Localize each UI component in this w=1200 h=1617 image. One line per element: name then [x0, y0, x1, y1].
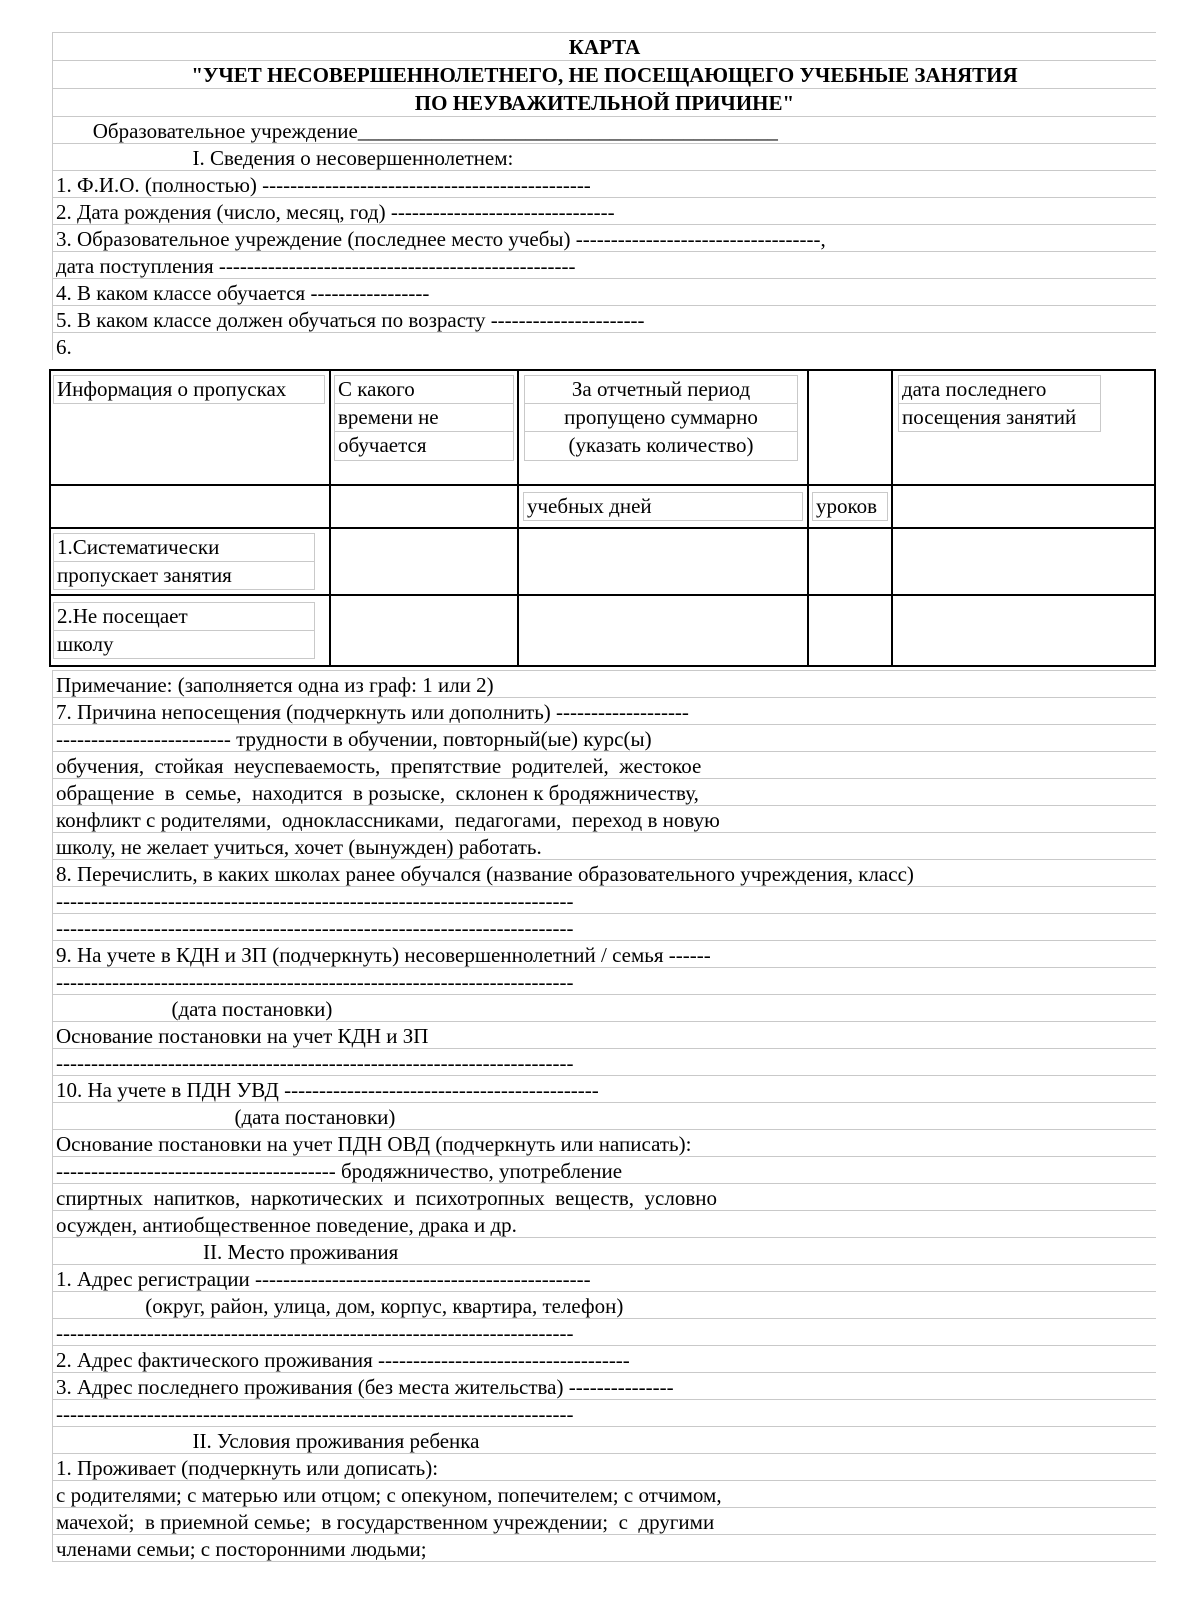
- pdn-basis-line-3: осужден, антиобщественное поведение, драка и др.: [52, 1210, 1156, 1238]
- note-line: Примечание: (заполняется одна из граф: 1 или 2): [52, 670, 1156, 698]
- section-1-title: I. Сведения о несовершеннолетнем:: [52, 143, 1156, 171]
- reason-line-5: конфликт с родителями, одноклассниками, педагогами, переход в новую: [52, 805, 1156, 833]
- kdn-basis-label: Основание постановки на учет КДН и ЗП: [52, 1021, 1156, 1049]
- field-birth-date: 2. Дата рождения (число, месяц, год) --------------------------------: [52, 197, 1156, 225]
- prev-schools-label: 8. Перечислить, в каких школах ранее обучался (название образовательного учреждения, класс): [52, 859, 1156, 887]
- reason-line-1: 7. Причина непосещения (подчеркнуть или дополнить) -------------------: [52, 697, 1156, 725]
- reg-address-label: 1. Адрес регистрации ------------------------------------------------: [52, 1264, 1156, 1292]
- lives-with-line-1: с родителями; с матерью или отцом; с опекуном, попечителем; с отчимом,: [52, 1480, 1156, 1508]
- pdn-basis-line-1: ---------------------------------------- бродяжничество, употребление: [52, 1156, 1156, 1184]
- subheader-lessons: уроков: [812, 492, 888, 521]
- reason-line-6: школу, не желает учиться, хочет (вынужден) работать.: [52, 832, 1156, 860]
- col-since-header: С какого времени не обучается: [334, 375, 514, 461]
- kdn-blank: --------------------------------------------------------------------------: [52, 967, 1156, 995]
- kdn-basis-blank: --------------------------------------------------------------------------: [52, 1048, 1156, 1076]
- doc-subtitle-1: "УЧЕТ НЕСОВЕРШЕННОЛЕТНЕГО, НЕ ПОСЕЩАЮЩЕГО УЧЕБНЫЕ ЗАНЯТИЯ: [52, 60, 1156, 88]
- lives-with-line-3: членами семьи; с посторонними людьми;: [52, 1534, 1156, 1562]
- lives-with-line-2: мачехой; в приемной семье; в государственном учреждении; с другими: [52, 1507, 1156, 1535]
- col-last-visit-header: дата последнего посещения занятий: [898, 375, 1101, 432]
- reg-address-caption: (округ, район, улица, дом, корпус, квартира, телефон): [52, 1291, 1156, 1319]
- field-6-label: 6.: [52, 332, 1156, 360]
- field-school: 3. Образовательное учреждение (последнее место учебы) -----------------------------------,: [52, 224, 1156, 252]
- field-age-class: 5. В каком классе должен обучаться по возрасту ----------------------: [52, 305, 1156, 333]
- institution-line: Образовательное учреждение________________________________________: [52, 116, 1156, 144]
- field-current-class: 4. В каком классе обучается -----------------: [52, 278, 1156, 306]
- prev-schools-blank-2: --------------------------------------------------------------------------: [52, 913, 1156, 941]
- field-enroll-date: дата поступления ---------------------------------------------------: [52, 251, 1156, 279]
- kdn-label: 9. На учете в КДН и ЗП (подчеркнуть) несовершеннолетний / семья ------: [52, 940, 1156, 968]
- field-fio: 1. Ф.И.О. (полностью) -----------------------------------------------: [52, 170, 1156, 198]
- pdn-basis-label: Основание постановки на учет ПДН ОВД (подчеркнуть или написать):: [52, 1129, 1156, 1157]
- col-info-header: Информация о пропусках: [53, 375, 325, 404]
- reg-address-blank: --------------------------------------------------------------------------: [52, 1318, 1156, 1346]
- section-3-title: II. Условия проживания ребенка: [52, 1426, 1156, 1454]
- pdn-label: 10. На учете в ПДН УВД ---------------------------------------------: [52, 1075, 1156, 1103]
- reason-line-4: обращение в семье, находится в розыске, склонен к бродяжничеству,: [52, 778, 1156, 806]
- col-period-header: За отчетный период пропущено суммарно (указать количество): [524, 375, 798, 461]
- reason-line-2: ------------------------- трудности в обучении, повторный(ые) курс(ы): [52, 724, 1156, 752]
- lives-with-label: 1. Проживает (подчеркнуть или дописать):: [52, 1453, 1156, 1481]
- row-systematic-skip: 1.Систематически пропускает занятия: [53, 533, 315, 590]
- prev-schools-blank-1: --------------------------------------------------------------------------: [52, 886, 1156, 914]
- actual-address-label: 2. Адрес фактического проживания ------------------------------------: [52, 1345, 1156, 1373]
- last-address-blank: --------------------------------------------------------------------------: [52, 1399, 1156, 1427]
- kdn-date-caption: (дата постановки): [52, 994, 1156, 1022]
- reason-line-3: обучения, стойкая неуспеваемость, препятствие родителей, жестокое: [52, 751, 1156, 779]
- doc-subtitle-2: ПО НЕУВАЖИТЕЛЬНОЙ ПРИЧИНЕ": [52, 88, 1156, 116]
- subheader-school-days: учебных дней: [523, 492, 803, 521]
- doc-title: КАРТА: [52, 32, 1156, 60]
- pdn-basis-line-2: спиртных напитков, наркотических и психотропных веществ, условно: [52, 1183, 1156, 1211]
- pdn-date-caption: (дата постановки): [52, 1102, 1156, 1130]
- absence-table: [49, 369, 1156, 667]
- last-address-label: 3. Адрес последнего проживания (без места жительства) ---------------: [52, 1372, 1156, 1400]
- row-not-attending: 2.Не посещает школу: [53, 602, 315, 659]
- section-2-title: II. Место проживания: [52, 1237, 1156, 1265]
